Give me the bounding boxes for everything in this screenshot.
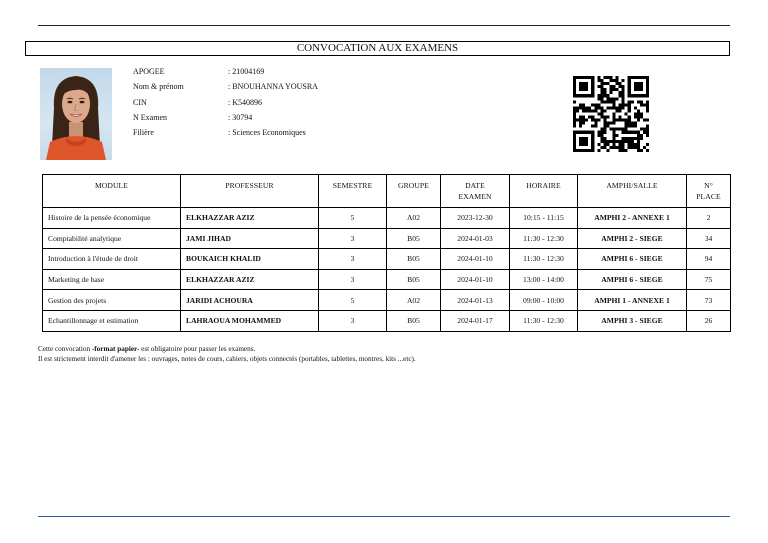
cell-professor: LAHRAOUA MOHAMMED bbox=[181, 310, 319, 331]
cell-time: 11:30 - 12:30 bbox=[510, 249, 578, 270]
cell-date: 2024-01-10 bbox=[441, 269, 510, 290]
table-header-row bbox=[43, 175, 731, 208]
column-header-group: GROUPE bbox=[387, 175, 441, 208]
cell-seat: 75 bbox=[687, 269, 731, 290]
cell-module: Histoire de la pensée économique bbox=[43, 208, 181, 229]
table-row bbox=[43, 208, 731, 229]
column-header-module: MODULE bbox=[43, 175, 181, 208]
note-line-1 bbox=[38, 344, 416, 354]
column-header-room: AMPHI/SALLE bbox=[578, 175, 687, 208]
notes bbox=[38, 344, 416, 364]
top-rule bbox=[38, 25, 730, 26]
cell-semester: 5 bbox=[319, 208, 387, 229]
column-header-seat: N° PLACE bbox=[687, 175, 731, 208]
cell-group: B05 bbox=[387, 249, 441, 270]
info-label: APOGEE bbox=[133, 67, 165, 76]
cell-time: 13:00 - 14:00 bbox=[510, 269, 578, 290]
cell-group: B05 bbox=[387, 269, 441, 290]
cell-professor: ELKHAZZAR AZIZ bbox=[181, 269, 319, 290]
info-value: : Sciences Economiques bbox=[228, 128, 306, 138]
info-label: CIN bbox=[133, 97, 147, 107]
cell-seat: 34 bbox=[687, 228, 731, 249]
info-value: : K540896 bbox=[228, 97, 262, 107]
column-header-date: DATE EXAMEN bbox=[441, 175, 510, 208]
cell-date: 2024-01-10 bbox=[441, 249, 510, 270]
info-value: : 30794 bbox=[228, 112, 253, 122]
exam-schedule-table bbox=[42, 174, 731, 332]
cell-group: A02 bbox=[387, 290, 441, 311]
cell-time: 11:30 - 12:30 bbox=[510, 228, 578, 249]
cell-module: Marketing de base bbox=[43, 269, 181, 290]
cell-room: AMPHI 1 - ANNEXE 1 bbox=[578, 290, 687, 311]
cell-time: 10:15 - 11:15 bbox=[510, 208, 578, 229]
qr-code-icon bbox=[573, 76, 649, 152]
cell-seat: 2 bbox=[687, 208, 731, 229]
table-row bbox=[43, 249, 731, 270]
cell-professor: ELKHAZZAR AZIZ bbox=[181, 208, 319, 229]
cell-seat: 94 bbox=[687, 249, 731, 270]
cell-professor: JAMI JIHAD bbox=[181, 228, 319, 249]
cell-date: 2023-12-30 bbox=[441, 208, 510, 229]
cell-room: AMPHI 2 - SIEGE bbox=[578, 228, 687, 249]
table-row bbox=[43, 269, 731, 290]
cell-group: B05 bbox=[387, 310, 441, 331]
bottom-rule bbox=[38, 516, 730, 517]
cell-date: 2024-01-17 bbox=[441, 310, 510, 331]
page-title: CONVOCATION AUX EXAMENS bbox=[25, 41, 730, 56]
table-row bbox=[43, 228, 731, 249]
table-row bbox=[43, 310, 731, 331]
cell-date: 2024-01-03 bbox=[441, 228, 510, 249]
column-header-time: HORAIRE bbox=[510, 175, 578, 208]
note-text: Cette convocation bbox=[38, 345, 92, 353]
note-line-2: Il est strictement interdit d'amener les : ouvrages, notes de cours, cahiers, objets connectés (portables, tablettes, montres, kits ...etc). bbox=[38, 355, 416, 363]
info-label: Filière bbox=[133, 128, 154, 138]
cell-professor: BOUKAICH KHALID bbox=[181, 249, 319, 270]
info-value: : BNOUHANNA YOUSRA bbox=[228, 82, 318, 92]
cell-date: 2024-01-13 bbox=[441, 290, 510, 311]
cell-time: 11:30 - 12:30 bbox=[510, 310, 578, 331]
cell-semester: 3 bbox=[319, 269, 387, 290]
cell-semester: 3 bbox=[319, 228, 387, 249]
cell-module: Comptabilité analytique bbox=[43, 228, 181, 249]
cell-module: Echantillonnage et estimation bbox=[43, 310, 181, 331]
student-photo bbox=[40, 68, 112, 160]
column-header-professor: PROFESSEUR bbox=[181, 175, 319, 208]
cell-room: AMPHI 6 - SIEGE bbox=[578, 269, 687, 290]
cell-time: 09:00 - 10:00 bbox=[510, 290, 578, 311]
table-row bbox=[43, 290, 731, 311]
cell-professor: JARIDI ACHOURA bbox=[181, 290, 319, 311]
cell-seat: 73 bbox=[687, 290, 731, 311]
cell-room: AMPHI 2 - ANNEXE 1 bbox=[578, 208, 687, 229]
cell-room: AMPHI 3 - SIEGE bbox=[578, 310, 687, 331]
column-header-semester: SEMESTRE bbox=[319, 175, 387, 208]
note-text: est obligatoire pour passer les examens. bbox=[139, 345, 256, 353]
info-label: N Examen bbox=[133, 112, 167, 122]
cell-group: B05 bbox=[387, 228, 441, 249]
info-value: : 21004169 bbox=[228, 67, 265, 76]
cell-semester: 3 bbox=[319, 310, 387, 331]
cell-room: AMPHI 6 - SIEGE bbox=[578, 249, 687, 270]
cell-semester: 3 bbox=[319, 249, 387, 270]
cell-group: A02 bbox=[387, 208, 441, 229]
cell-seat: 26 bbox=[687, 310, 731, 331]
cell-module: Introduction à l'étude de droit bbox=[43, 249, 181, 270]
cell-semester: 5 bbox=[319, 290, 387, 311]
cell-module: Gestion des projets bbox=[43, 290, 181, 311]
note-emphasis: -format papier- bbox=[91, 345, 140, 353]
info-label: Nom & prénom bbox=[133, 82, 184, 92]
